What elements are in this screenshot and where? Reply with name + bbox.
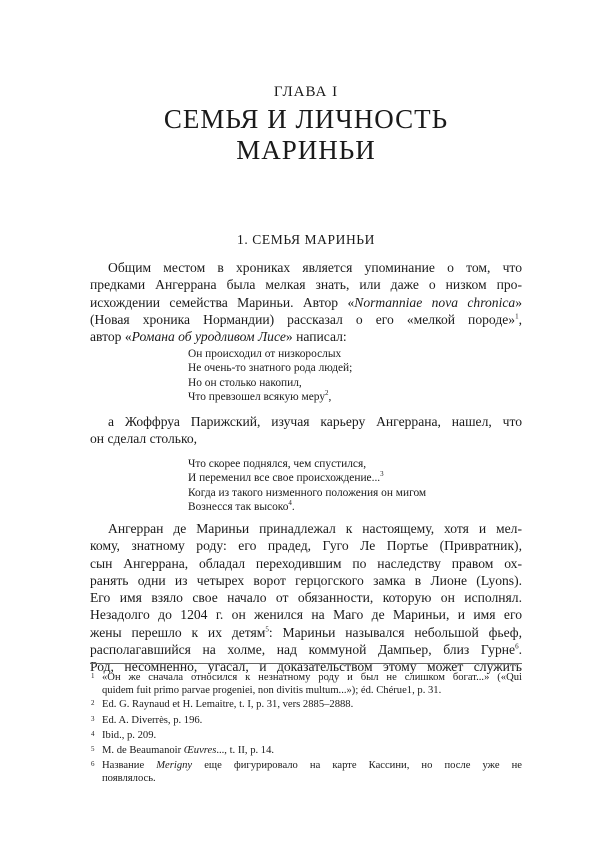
p1-line5-italic: Романа об уродливом Лисе [131,329,286,345]
p1-line1: Общим местом в хрониках является упоминание о том, что [108,260,522,275]
p3-line9: Род, несомненно, угасал, и доказательством этому может служить [90,659,522,675]
paragraph-2 [90,413,522,448]
p1-line5-a: автор « [90,329,132,345]
p1-line4-b: , [518,311,522,327]
p1-line3-a: исхождении семейства Мариньи. Автор « [90,294,355,310]
chapter-title-line2: МАРИНЬИ [236,135,376,165]
verse1-line2: Не очень-то знатного рода людей; [188,362,353,375]
footnote-6-number: 6 [91,760,95,768]
footnote-4-number: 4 [91,730,95,738]
footnote-5 [90,744,522,757]
paragraph-1 [90,259,522,345]
footnote-1-line2: quidem fuit primo parvae progeniei, non divitis multum...»); éd. Chérue1, p. 31. [102,685,442,696]
p3-line7-b: : Мариньи назывался небольшой фьеф, [268,624,522,640]
verse2-line4-a: Вознесся так высоко [188,500,289,513]
p2-line2: он сделал столько, [90,431,198,447]
verse1-line4-b: , [328,390,332,403]
footnote-5-text [90,744,522,757]
p3-line6: Незадолго до 1204 г. он женился на Маго де Мариньи, и имя его [90,607,522,623]
p3-line7-a: жены перешло к их детям [90,624,266,640]
verse2-line2-a: И переменил все свое происхождение... [188,472,381,485]
footnote-2 [90,698,522,711]
footnote-3 [90,714,522,727]
p1-line3-italic: Normanniae nova chronica [354,294,516,310]
footnote-6 [90,759,522,785]
footnote-6-b: еще фигурировало на карте Кассини, но после уже не [192,760,522,771]
p3-line7 [90,624,522,641]
footnote-3-number: 3 [91,715,95,723]
p3-line1: Ангерран де Мариньи принадлежал к настоящему, хотя и мел- [108,521,522,536]
footnote-6-line2: появлялось. [102,773,156,784]
p3-line8-a: располагавшийся на холме, над коммуной Дампьер, близ Гурне [90,642,516,658]
p1-line2: предками Ангеррана была мелкая знать, или даже о низком про- [90,277,522,293]
footnote-6-italic: Merigny [156,760,193,771]
footnote-5-number: 5 [91,745,95,753]
footnote-5-b: ..., t. II, p. 14. [216,745,275,756]
p1-line5-b: » написал: [285,329,347,345]
footnote-1-line1: «Он же сначала относился к незнатному роду и был не слишком богат...» («Qui [102,672,522,683]
chapter-label: ГЛАВА I [273,84,339,100]
verse1-line4-a: Что превзошел всякую меру [188,390,326,403]
footnote-ref-2: 2 [325,389,329,398]
p3-line2: кому, знатному роду: его прадед, Гуго Ле Портье (Привратник), [90,538,522,554]
footnote-5-a: M. de Beaumanoir [102,745,184,756]
verse2-line4 [188,500,426,514]
footnote-4-text: Ibid., p. 209. [102,730,157,741]
footnote-4 [90,729,522,742]
footnote-2-text: Ed. G. Raynaud et H. Lemaitre, t. I, p. 31, vers 2885–2888. [102,699,354,710]
footnote-ref-1: 1 [515,312,519,321]
verse2-line2 [188,471,426,485]
chapter-title-line1: СЕМЬЯ И ЛИЧНОСТЬ [163,104,449,134]
footnote-3-text: Ed. A. Diverrès, p. 196. [102,715,203,726]
p1-line3 [90,294,522,311]
paragraph-3 [90,520,522,676]
chapter-title [90,104,522,166]
footnote-ref-3: 3 [380,470,384,479]
p1-line3-b: » [515,294,522,310]
footnote-ref-5: 5 [265,625,269,634]
p3-line8-b: . [518,642,522,658]
verse1-line1: Он происходил от низкорослых [188,348,342,360]
footnote-6-a: Название [102,760,157,771]
p3-line5: Его имя взяло свое начало от обязанности, которую он исполнял. [90,590,522,606]
verse1-line3: Но он столько накопил, [188,376,302,389]
verse-2 [188,457,426,514]
p3-line8 [90,641,522,658]
verse2-line1: Что скорее поднялся, чем спустился, [188,458,367,470]
footnote-1 [90,671,522,697]
verse1-line4 [188,390,352,404]
p2-line1: а Жоффруа Парижский, изучая карьеру Ангеррана, нашел, что [108,414,522,429]
footnote-ref-4: 4 [288,499,292,508]
p1-line5 [90,328,522,345]
verse2-line4-b: . [291,500,295,513]
p3-line4: ранять одни из четырех ворот герцогского замка в Лионе (Lyons). [90,572,522,588]
footnote-1-number: 1 [91,672,95,680]
verse-1 [188,347,352,404]
p1-line4-a: (Новая хроника Нормандии) рассказал о его «мелкой породе» [90,311,516,327]
footnote-5-italic: Œuvres [183,745,217,756]
footnote-2-number: 2 [91,699,95,707]
footnote-ref-6: 6 [515,642,519,651]
section-title: 1. СЕМЬЯ МАРИНЬИ [236,232,376,247]
footnote-divider [90,663,522,664]
p1-line4 [90,311,522,328]
verse2-line3: Когда из такого низменного положения он мигом [188,486,427,499]
p3-line3: сын Ангеррана, обладал переходившим по наследству правом ох- [90,555,522,571]
footnote-6-line1 [90,759,522,772]
